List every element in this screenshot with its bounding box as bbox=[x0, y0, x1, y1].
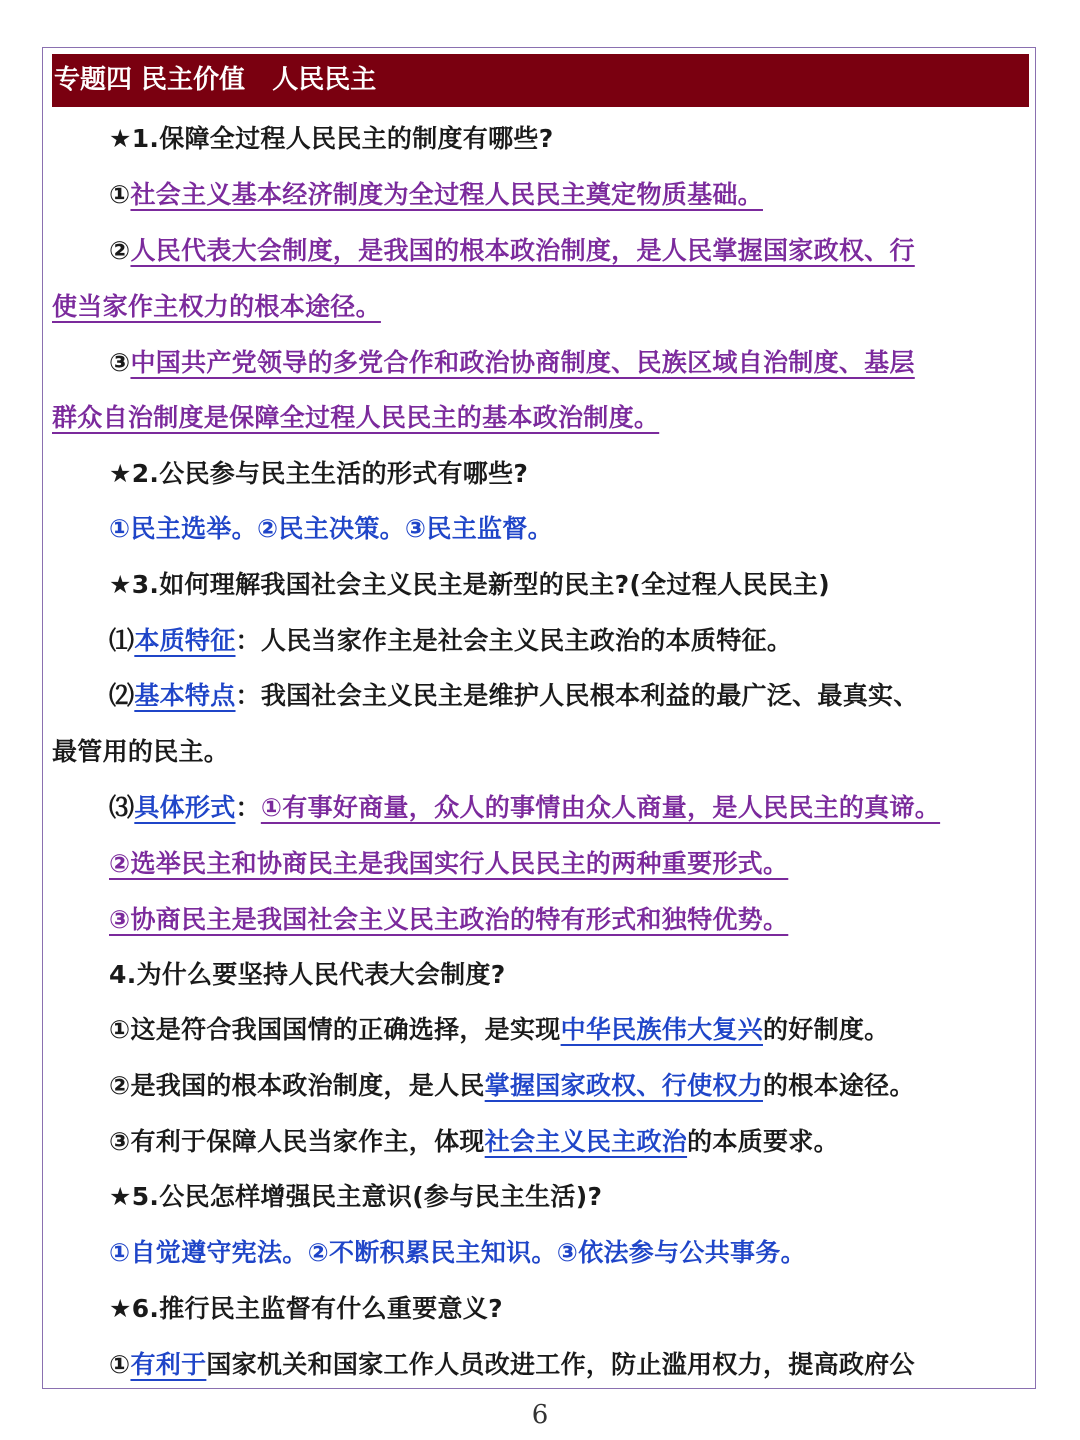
q4-answer-1 bbox=[109, 1013, 890, 1047]
q5-answer: ①自觉遵守宪法。②不断积累民主知识。③依法参与公共事务。 bbox=[109, 1238, 806, 1267]
q1-answer-2-line-2: 使当家作主权力的根本途径。 bbox=[52, 292, 381, 321]
question-5: ★5.公民怎样增强民主意识(参与民主生活)? bbox=[109, 1182, 603, 1211]
q3-point-1 bbox=[109, 624, 792, 658]
question-3: ★3.如何理解我国社会主义民主是新型的民主?(全过程人民民主) bbox=[109, 570, 830, 599]
point-text: ：我国社会主义民主是维护人民根本利益的最广泛、最真实、 bbox=[235, 681, 919, 710]
answer-key: 掌握国家政权、行使权力 bbox=[484, 1071, 763, 1100]
document-frame bbox=[42, 47, 1036, 1389]
q4-answer-2 bbox=[109, 1069, 915, 1103]
point-key: 基本特点 bbox=[134, 681, 236, 710]
q4-answer-3 bbox=[109, 1125, 839, 1159]
point-colon: ： bbox=[235, 793, 261, 822]
answer-marker: ① bbox=[109, 180, 131, 209]
question-4: 4.为什么要坚持人民代表大会制度? bbox=[109, 960, 506, 989]
point-key: 具体形式 bbox=[134, 793, 236, 822]
q1-answer-3-line-2: 群众自治制度是保障全过程人民民主的基本政治制度。 bbox=[52, 403, 660, 432]
answer-key: 社会主义民主政治 bbox=[484, 1127, 688, 1156]
q3-point-3-b: ②选举民主和协商民主是我国实行人民民主的两种重要形式。 bbox=[109, 849, 789, 878]
question-6: ★6.推行民主监督有什么重要意义? bbox=[109, 1294, 503, 1323]
point-text: ：人民当家作主是社会主义民主政治的本质特征。 bbox=[235, 626, 793, 655]
answer-pre: ①这是符合我国国情的正确选择，是实现 bbox=[109, 1015, 561, 1044]
answer-marker: ① bbox=[109, 1350, 131, 1379]
answer-key: 有利于 bbox=[130, 1350, 207, 1379]
point-marker: ⑶ bbox=[109, 793, 135, 822]
q1-answer-2-line-1 bbox=[109, 234, 915, 268]
q2-answer: ①民主选举。②民主决策。③民主监督。 bbox=[109, 514, 553, 543]
question-2: ★2.公民参与民主生活的形式有哪些? bbox=[109, 459, 529, 488]
answer-key: 中华民族伟大复兴 bbox=[560, 1015, 763, 1044]
point-text: ①有事好商量，众人的事情由众人商量，是人民民主的真谛。 bbox=[260, 793, 941, 822]
point-marker: ⑵ bbox=[109, 681, 135, 710]
point-key: 本质特征 bbox=[134, 626, 236, 655]
answer-text: 中国共产党领导的多党合作和政治协商制度、民族区域自治制度、基层 bbox=[130, 348, 915, 377]
q3-point-3-c: ③协商民主是我国社会主义民主政治的特有形式和独特优势。 bbox=[109, 905, 789, 934]
answer-marker: ② bbox=[109, 236, 131, 265]
answer-marker: ③ bbox=[109, 348, 131, 377]
answer-post: 的本质要求。 bbox=[687, 1127, 839, 1156]
q3-point-2-line-1 bbox=[109, 679, 919, 713]
q6-answer-1 bbox=[109, 1348, 915, 1382]
page-number: 6 bbox=[531, 1400, 549, 1430]
answer-post: 的根本途径。 bbox=[762, 1071, 915, 1100]
point-marker: ⑴ bbox=[109, 626, 135, 655]
answer-text: 人民代表大会制度，是我国的根本政治制度，是人民掌握国家政权、行 bbox=[130, 236, 915, 265]
q1-answer-3-line-1 bbox=[109, 346, 915, 380]
answer-pre: ③有利于保障人民当家作主，体现 bbox=[109, 1127, 485, 1156]
section-header: 专题四 民主价值 人民民主 bbox=[52, 54, 1029, 107]
q1-answer-1 bbox=[109, 178, 763, 212]
answer-text: 国家机关和国家工作人员改进工作，防止滥用权力，提高政府公 bbox=[206, 1350, 915, 1379]
q3-point-3 bbox=[109, 791, 940, 825]
answer-pre: ②是我国的根本政治制度，是人民 bbox=[109, 1071, 485, 1100]
question-1: ★1.保障全过程人民民主的制度有哪些? bbox=[109, 124, 554, 153]
answer-text: 社会主义基本经济制度为全过程人民民主奠定物质基础。 bbox=[130, 180, 763, 209]
answer-post: 的好制度。 bbox=[762, 1015, 890, 1044]
q3-point-2-line-2: 最管用的民主。 bbox=[52, 737, 230, 766]
